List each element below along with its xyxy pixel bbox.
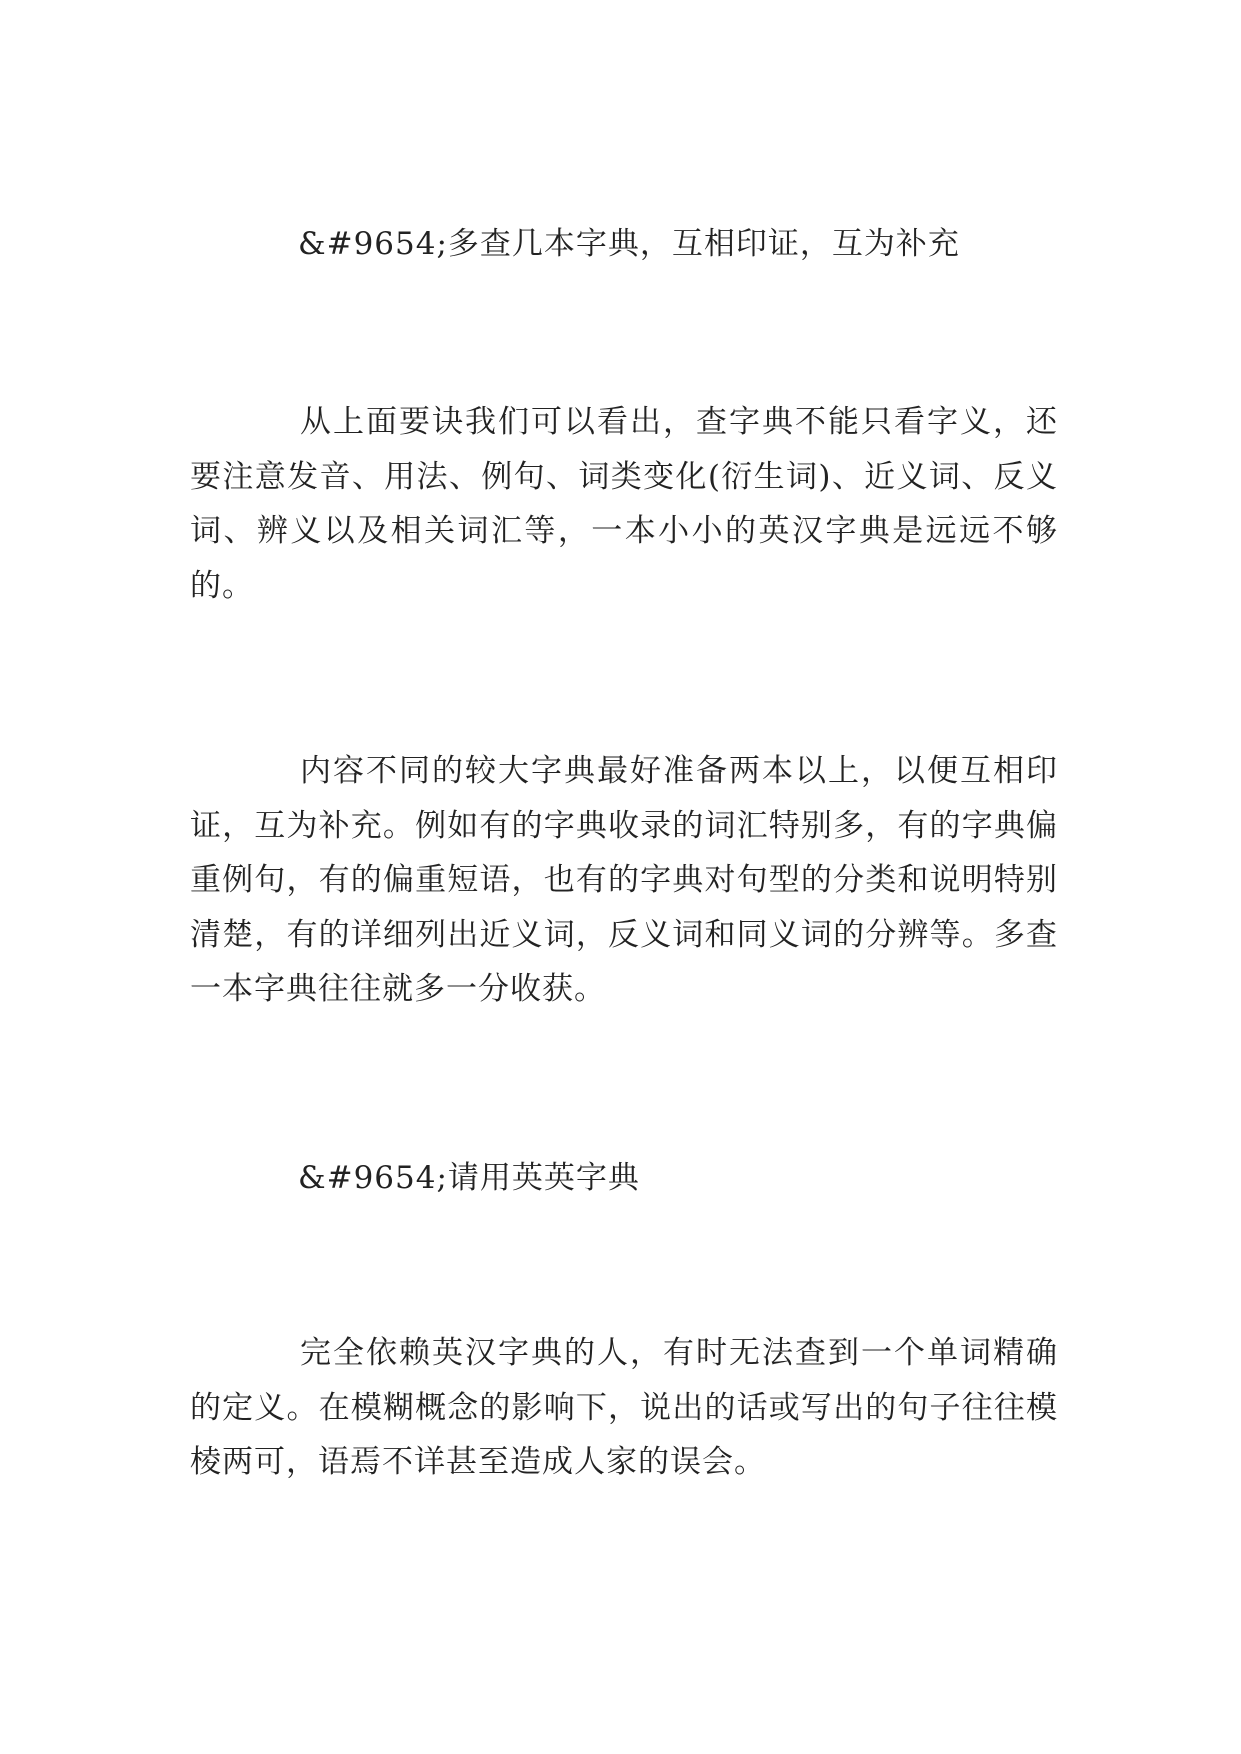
paragraph-dictionary-usage: 从上面要诀我们可以看出，查字典不能只看字义，还要注意发音、用法、例句、词类变化(衍生词)、近义词、反义词、辨义以及相关词汇等，一本小小的英汉字典是远远不够的。 — [190, 404, 1058, 604]
section-heading-english-english-dictionary: &#9654;请用英英字典 — [298, 1160, 640, 1196]
paragraph-multiple-dictionaries: 内容不同的较大字典最好准备两本以上，以便互相印证，互为补充。例如有的字典收录的词汇特别多，有的字典偏重例句，有的偏重短语，也有的字典对句型的分类和说明特别清楚，有的详细列出近义词，反义词和同义词的分辨等。多查一本字典往往就多一分收获。 — [190, 753, 1058, 1007]
paragraph-precise-definition: 完全依赖英汉字典的人，有时无法查到一个单词精确的定义。在模糊概念的影响下，说出的话或写出的句子往往模棱两可，语焉不详甚至造成人家的误会。 — [190, 1335, 1058, 1480]
section-heading-compare-dictionaries: &#9654;多查几本字典，互相印证，互为补充 — [298, 226, 960, 262]
